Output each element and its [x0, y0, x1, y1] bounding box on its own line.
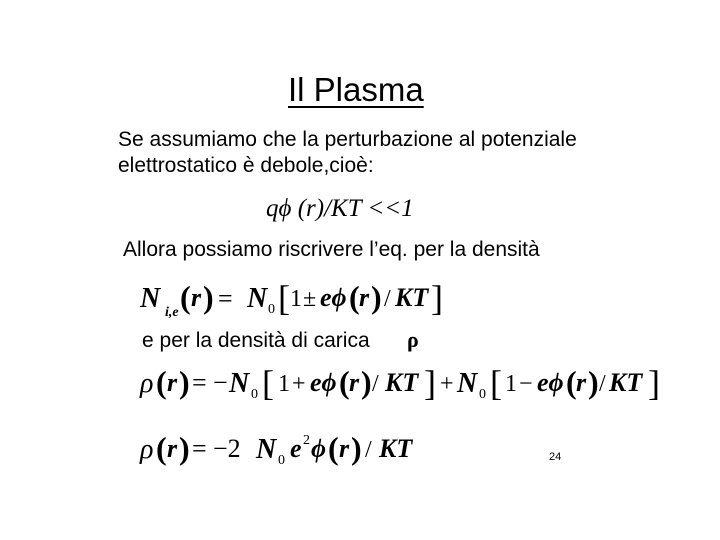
svg-text:r: r — [167, 434, 178, 463]
slide-title: Il Plasma — [288, 71, 424, 108]
svg-text:]: ] — [431, 278, 443, 318]
intro-line-1: Se assumiamo che la perturbazione al potenziale — [118, 128, 577, 151]
svg-text:KT: KT — [395, 283, 429, 312]
svg-text:1: 1 — [505, 371, 517, 397]
svg-text:[: [ — [490, 363, 502, 403]
svg-text:+: + — [292, 371, 306, 397]
svg-text:): ) — [371, 279, 382, 315]
svg-text:−: − — [213, 368, 228, 397]
svg-text:(: ( — [156, 364, 167, 400]
svg-text:/: / — [372, 371, 379, 397]
svg-text:0: 0 — [251, 387, 258, 402]
svg-text:(: ( — [339, 364, 350, 400]
svg-text:KT: KT — [385, 368, 419, 397]
svg-text:0: 0 — [268, 302, 275, 317]
svg-text:=: = — [192, 434, 207, 463]
svg-text:r: r — [167, 368, 178, 397]
rho-symbol: ρ — [407, 327, 419, 352]
svg-text:): ) — [179, 364, 190, 400]
svg-text:(: ( — [349, 279, 360, 315]
svg-text:(: ( — [156, 430, 167, 466]
svg-text:i,e: i,e — [165, 305, 179, 320]
svg-text:N: N — [457, 368, 478, 399]
svg-text:r: r — [359, 283, 370, 312]
svg-text:): ) — [179, 430, 190, 466]
svg-text:(: ( — [566, 364, 577, 400]
svg-text:): ) — [351, 430, 362, 466]
svg-text:N: N — [140, 283, 161, 314]
svg-text:eϕ: eϕ — [310, 368, 337, 397]
svg-text:r: r — [576, 368, 587, 397]
intro-line-2: elettrostatico è debole,cioè: — [118, 154, 374, 177]
svg-text:eϕ: eϕ — [320, 283, 347, 312]
svg-text:−2: −2 — [213, 434, 241, 463]
svg-text:r: r — [349, 368, 360, 397]
svg-text:[: [ — [262, 363, 274, 403]
svg-text:/: / — [384, 286, 391, 312]
svg-text:]: ] — [648, 363, 660, 403]
svg-text:=: = — [218, 284, 233, 313]
svg-text:eϕ: eϕ — [537, 368, 564, 397]
svg-text:r: r — [191, 283, 202, 312]
svg-text:0: 0 — [278, 453, 285, 468]
svg-text:±: ± — [303, 286, 317, 312]
svg-text:−: − — [519, 371, 533, 397]
svg-text:/: / — [599, 371, 606, 397]
svg-text:+: + — [440, 371, 454, 397]
svg-text:=: = — [192, 368, 207, 397]
svg-text:(: ( — [328, 430, 339, 466]
svg-text:): ) — [361, 364, 372, 400]
svg-text:N: N — [247, 283, 268, 314]
svg-text:r: r — [339, 434, 350, 463]
svg-text:N: N — [256, 434, 277, 465]
svg-text:): ) — [203, 279, 214, 315]
svg-text:ρ: ρ — [140, 434, 154, 465]
svg-text:2: 2 — [303, 433, 310, 448]
svg-text:(: ( — [180, 279, 191, 315]
svg-text:KT: KT — [379, 434, 413, 463]
svg-text:[: [ — [278, 278, 290, 318]
svg-text:ϕ: ϕ — [311, 434, 327, 463]
svg-text:KT: KT — [609, 368, 643, 397]
svg-text:): ) — [588, 364, 599, 400]
svg-text:]: ] — [424, 363, 436, 403]
svg-text:N: N — [229, 368, 250, 399]
svg-text:0: 0 — [479, 387, 486, 402]
svg-text:e: e — [290, 434, 302, 463]
then-text: Allora possiamo riscrivere l’eq. per la densità — [123, 238, 540, 261]
svg-text:ρ: ρ — [140, 368, 154, 399]
svg-text:1: 1 — [278, 371, 290, 397]
weak-perturbation-condition: qϕ (r)/KT <<1 — [266, 195, 414, 222]
svg-text:/: / — [365, 437, 372, 463]
page-number: 24 — [549, 451, 562, 463]
svg-text:1: 1 — [290, 286, 302, 312]
charge-density-text: e per la densità di carica — [142, 329, 370, 352]
